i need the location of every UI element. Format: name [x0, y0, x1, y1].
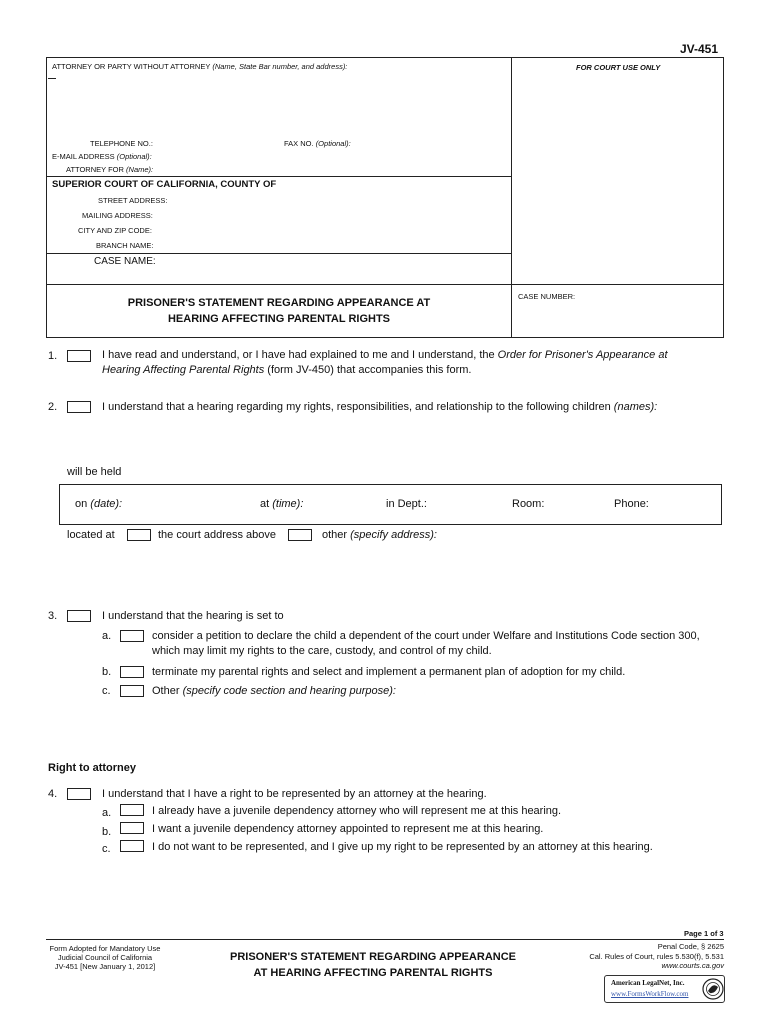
item4-text: I understand that I have a right to be represented by an attorney at the hearing. [102, 788, 487, 800]
item4b-text: I want a juvenile dependency attorney appointed to represent me at this hearing. [152, 823, 544, 835]
hearing-date-label[interactable]: on (date): [75, 498, 123, 510]
right-to-attorney-heading: Right to attorney [48, 762, 136, 774]
item4b-label: b. [102, 826, 112, 838]
item2-number: 2. [48, 401, 58, 413]
item3c-checkbox[interactable] [120, 685, 144, 697]
will-be-held-label: will be held [67, 466, 122, 478]
city-label: CITY AND ZIP CODE: [78, 226, 152, 235]
item3b-text: terminate my parental rights and select and implement a permanent plan of adoption for my child. [152, 666, 626, 678]
item1-number: 1. [48, 350, 58, 362]
attorney-field[interactable] [50, 76, 508, 134]
form-id: JV-451 [680, 42, 719, 56]
references: Penal Code, § 2625 Cal. Rules of Court, rules 5.530(f), 5.531 www.courts.ca.gov [589, 942, 724, 970]
item3-number: 3. [48, 610, 58, 622]
located-at-label: located at [67, 529, 115, 541]
footer-title: PRISONER'S STATEMENT REGARDING APPEARANCE AT HEARING AFFECTING PARENTAL RIGHTS [230, 951, 516, 979]
hearing-room-label[interactable]: Room: [512, 498, 545, 510]
court-address-above-label: the court address above [158, 529, 277, 541]
publisher-link[interactable]: www.FormsWorkFlow.com [611, 990, 689, 998]
item4c-checkbox[interactable] [120, 840, 144, 852]
caption-rule-1 [46, 176, 512, 177]
other-address-label: other (specify address): [322, 529, 437, 541]
case-name-label: CASE NAME: [94, 256, 156, 267]
item3c-text: Other (specify code section and hearing purpose): [152, 685, 396, 697]
item3-text: I understand that the hearing is set to [102, 610, 284, 622]
mailing-label: MAILING ADDRESS: [82, 211, 153, 220]
hearing-dept-label[interactable]: in Dept.: [386, 498, 427, 510]
caption-rule-3 [46, 284, 724, 285]
item4a-label: a. [102, 807, 112, 819]
item4-number: 4. [48, 788, 58, 800]
item2-checkbox[interactable] [67, 401, 91, 413]
telephone-label: TELEPHONE NO.: [90, 139, 153, 148]
item3-checkbox[interactable] [67, 610, 91, 622]
item4c-text: I do not want to be represented, and I give up my right to be represented by an attorney at this hearing. [152, 841, 653, 853]
publisher-logo-icon [702, 978, 724, 1000]
attorney-for-label: ATTORNEY FOR (Name): [66, 165, 154, 174]
court-title: SUPERIOR COURT OF CALIFORNIA, COUNTY OF [52, 179, 277, 190]
item3a-label: a. [102, 630, 112, 642]
court-address-above-checkbox[interactable] [127, 529, 151, 541]
court-use-label: FOR COURT USE ONLY [576, 63, 661, 72]
email-label: E-MAIL ADDRESS (Optional): [52, 152, 152, 161]
adopted-info: Form Adopted for Mandatory Use Judicial Council of California JV-451 [New January 1, 2012] [49, 944, 161, 971]
item3b-label: b. [102, 666, 112, 678]
court-use-area[interactable] [516, 74, 720, 282]
caption-rule-2 [46, 253, 512, 254]
item3c-label: c. [102, 685, 111, 697]
publisher-name: American LegalNet, Inc. [611, 979, 685, 987]
attorney-label: ATTORNEY OR PARTY WITHOUT ATTORNEY (Name, State Bar number, and address): [52, 62, 348, 71]
hearing-time-label[interactable]: at (time): [260, 498, 304, 510]
branch-label: BRANCH NAME: [96, 241, 154, 250]
fax-label: FAX NO. (Optional): [284, 139, 351, 148]
item1-checkbox[interactable] [67, 350, 91, 362]
hearing-phone-label[interactable]: Phone: [614, 498, 649, 510]
children-names-field[interactable] [102, 418, 720, 458]
form-title: PRISONER'S STATEMENT REGARDING APPEARANCE AT HEARING AFFECTING PARENTAL RIGHTS [127, 297, 431, 325]
item4a-text: I already have a juvenile dependency attorney who will represent me at this hearing. [152, 805, 562, 817]
item3a-text: consider a petition to declare the child a dependent of the court under Welfare and Institutions Code section 300, which may limit my rights to the care, custody, and control of my child. [152, 630, 700, 657]
item4a-checkbox[interactable] [120, 804, 144, 816]
item1-text: I have read and understand, or I have had explained to me and I understand, the Order for Prisoner's Appearance at Hearing Affecting Parental Rights (form JV-450) that accompanies this form. [102, 349, 668, 376]
item3a-checkbox[interactable] [120, 630, 144, 642]
case-number-label: CASE NUMBER: [518, 292, 576, 301]
other-purpose-field[interactable] [152, 702, 722, 742]
page-number: Page 1 of 3 [684, 929, 724, 938]
item3b-checkbox[interactable] [120, 666, 144, 678]
item4b-checkbox[interactable] [120, 822, 144, 834]
publisher-badge [604, 975, 725, 1003]
footer-rule [46, 939, 724, 940]
street-label: STREET ADDRESS: [98, 196, 168, 205]
item2-text: I understand that a hearing regarding my rights, responsibilities, and relationship to the following children (names): [102, 401, 658, 413]
other-address-checkbox[interactable] [288, 529, 312, 541]
item4c-label: c. [102, 843, 111, 855]
item4-checkbox[interactable] [67, 788, 91, 800]
